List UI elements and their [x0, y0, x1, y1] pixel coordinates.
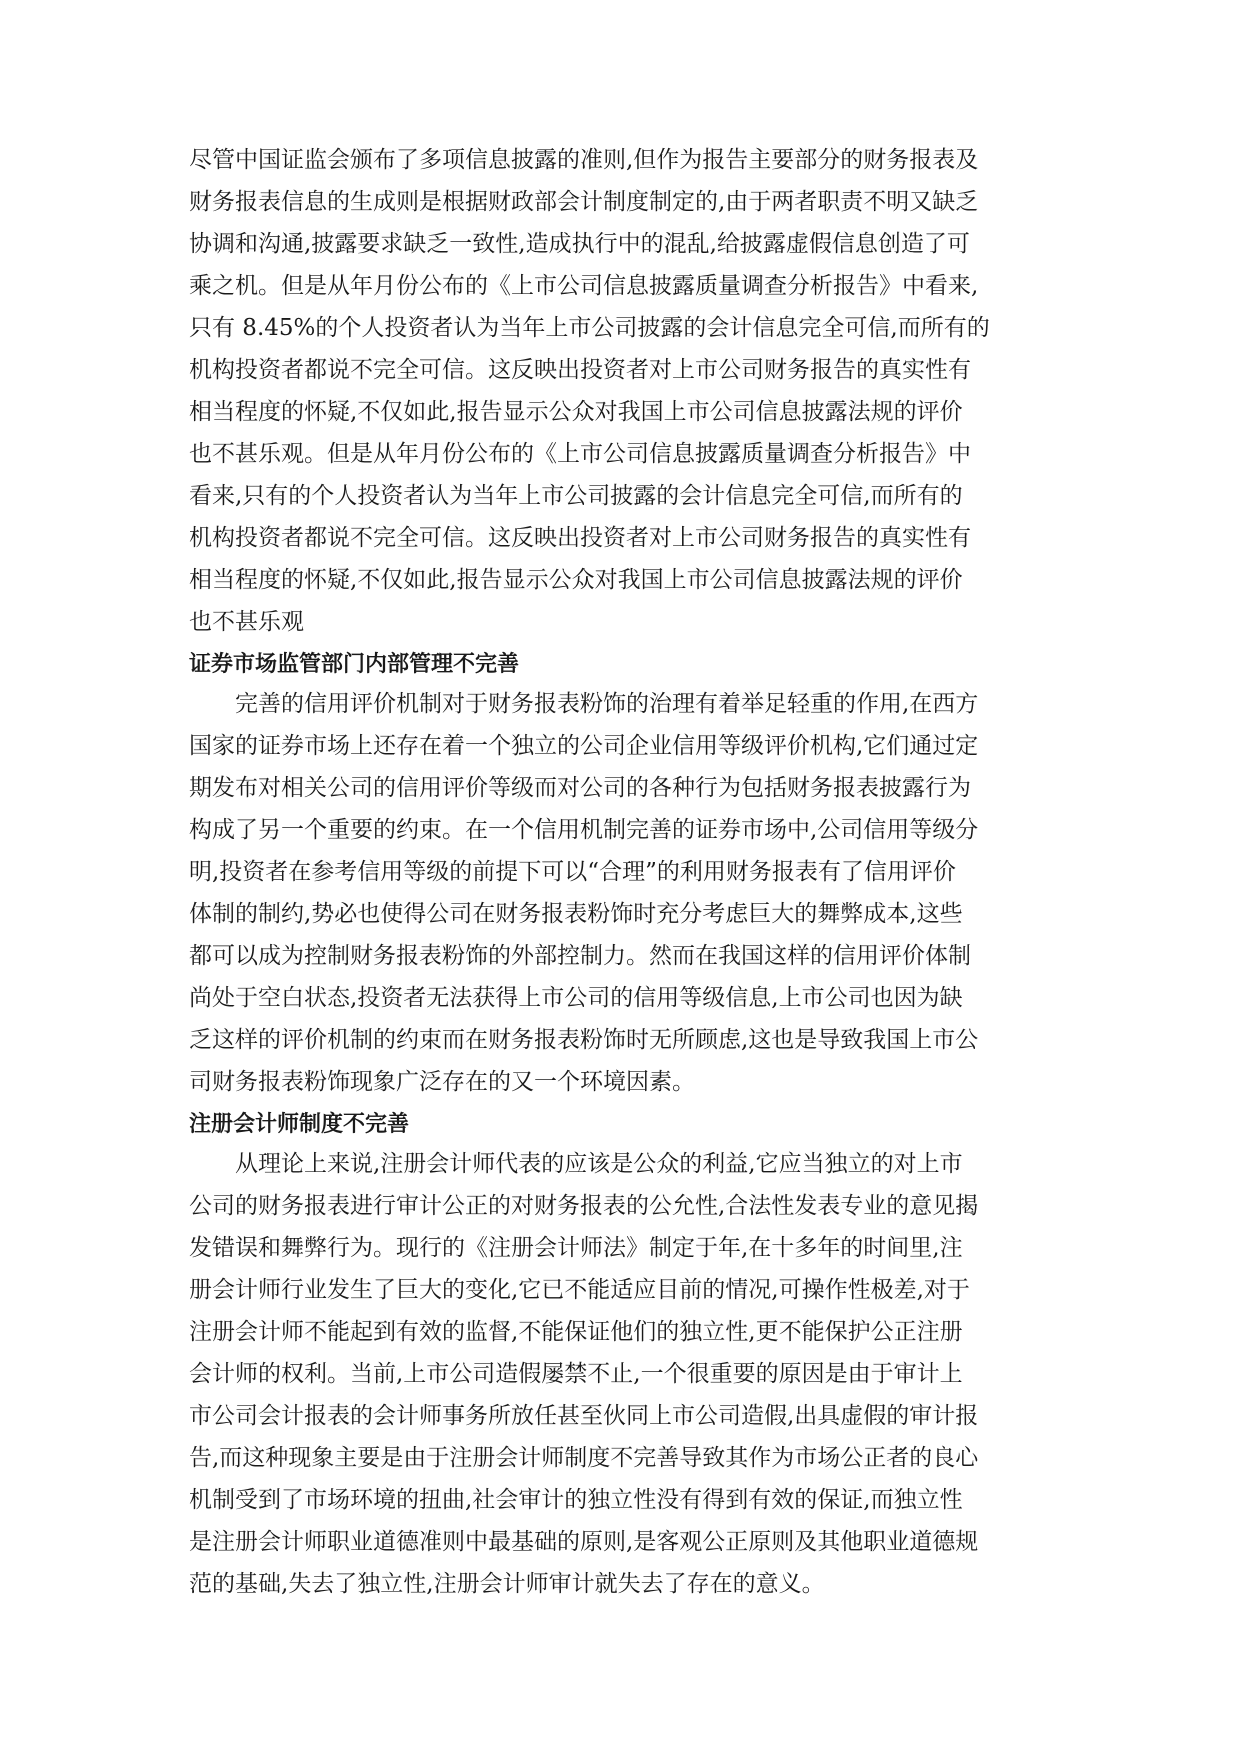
text-line: 看来,只有的个人投资者认为当年上市公司披露的会计信息完全可信,而所有的	[189, 483, 963, 509]
text-line: 期发布对相关公司的信用评价等级而对公司的各种行为包括财务报表披露行为	[189, 775, 971, 801]
text-line: 册会计师行业发生了巨大的变化,它已不能适应目前的情况,可操作性极差,对于	[189, 1277, 970, 1303]
text-line: 会计师的权利。当前,上市公司造假屡禁不止,一个很重要的原因是由于审计上	[189, 1361, 963, 1387]
text-line: 机制受到了市场环境的扭曲,社会审计的独立性没有得到有效的保证,而独立性	[189, 1487, 963, 1513]
text-line: 乏这样的评价机制的约束而在财务报表粉饰时无所顾虑,这也是导致我国上市公	[189, 1027, 979, 1053]
paragraph-cpa-system	[189, 1143, 1051, 1605]
text-line: 都可以成为控制财务报表粉饰的外部控制力。然而在我国这样的信用评价体制	[189, 943, 971, 969]
text-line: 国家的证券市场上还存在着一个独立的公司企业信用等级评价机构,它们通过定	[189, 733, 979, 759]
text-line: 构成了另一个重要的约束。在一个信用机制完善的证券市场中,公司信用等级分	[189, 817, 979, 843]
text-line: 市公司会计报表的会计师事务所放任甚至伙同上市公司造假,出具虚假的审计报	[189, 1403, 979, 1429]
text-line: 相当程度的怀疑,不仅如此,报告显示公众对我国上市公司信息披露法规的评价	[189, 567, 963, 593]
text-line: 机构投资者都说不完全可信。这反映出投资者对上市公司财务报告的真实性有	[189, 357, 971, 383]
text-line: 告,而这种现象主要是由于注册会计师制度不完善导致其作为市场公正者的良心	[189, 1445, 979, 1471]
paragraph-credit-rating	[189, 683, 1051, 1103]
text-line: 机构投资者都说不完全可信。这反映出投资者对上市公司财务报告的真实性有	[189, 525, 971, 551]
text-line: 只有 8.45%的个人投资者认为当年上市公司披露的会计信息完全可信,而所有的	[189, 315, 990, 341]
text-line: 完善的信用评价机制对于财务报表粉饰的治理有着举足轻重的作用,在西方	[235, 691, 979, 717]
text-line: 范的基础,失去了独立性,注册会计师审计就失去了存在的意义。	[189, 1571, 825, 1597]
text-line: 乘之机。但是从年月份公布的《上市公司信息披露质量调查分析报告》中看来,	[189, 273, 979, 299]
text-line: 体制的制约,势必也使得公司在财务报表粉饰时充分考虑巨大的舞弊成本,这些	[189, 901, 963, 927]
document-page	[189, 139, 1051, 1605]
text-line: 也不甚乐观	[189, 609, 304, 635]
section-heading-securities-supervision: 证券市场监管部门内部管理不完善	[189, 652, 520, 677]
text-line: 司财务报表粉饰现象广泛存在的又一个环境因素。	[189, 1069, 695, 1095]
paragraph-information-disclosure	[189, 139, 1051, 643]
text-line: 发错误和舞弊行为。现行的《注册会计师法》制定于年,在十多年的时间里,注	[189, 1235, 963, 1261]
text-line: 也不甚乐观。但是从年月份公布的《上市公司信息披露质量调查分析报告》中	[189, 441, 971, 467]
text-line: 财务报表信息的生成则是根据财政部会计制度制定的,由于两者职责不明又缺乏	[189, 189, 979, 215]
text-line: 从理论上来说,注册会计师代表的应该是公众的利益,它应当独立的对上市	[235, 1151, 963, 1177]
text-line: 是注册会计师职业道德准则中最基础的原则,是客观公正原则及其他职业道德规	[189, 1529, 979, 1555]
text-line: 尽管中国证监会颁布了多项信息披露的准则,但作为报告主要部分的财务报表及	[189, 147, 979, 173]
text-line: 注册会计师不能起到有效的监督,不能保证他们的独立性,更不能保护公正注册	[189, 1319, 963, 1345]
text-line: 公司的财务报表进行审计公正的对财务报表的公允性,合法性发表专业的意见揭	[189, 1193, 979, 1219]
section-heading-cpa-system: 注册会计师制度不完善	[189, 1112, 410, 1137]
text-line: 明,投资者在参考信用等级的前提下可以“合理”的利用财务报表有了信用评价	[189, 859, 956, 885]
text-line: 尚处于空白状态,投资者无法获得上市公司的信用等级信息,上市公司也因为缺	[189, 985, 963, 1011]
text-line: 协调和沟通,披露要求缺乏一致性,造成执行中的混乱,给披露虚假信息创造了可	[189, 231, 970, 257]
text-line: 相当程度的怀疑,不仅如此,报告显示公众对我国上市公司信息披露法规的评价	[189, 399, 963, 425]
